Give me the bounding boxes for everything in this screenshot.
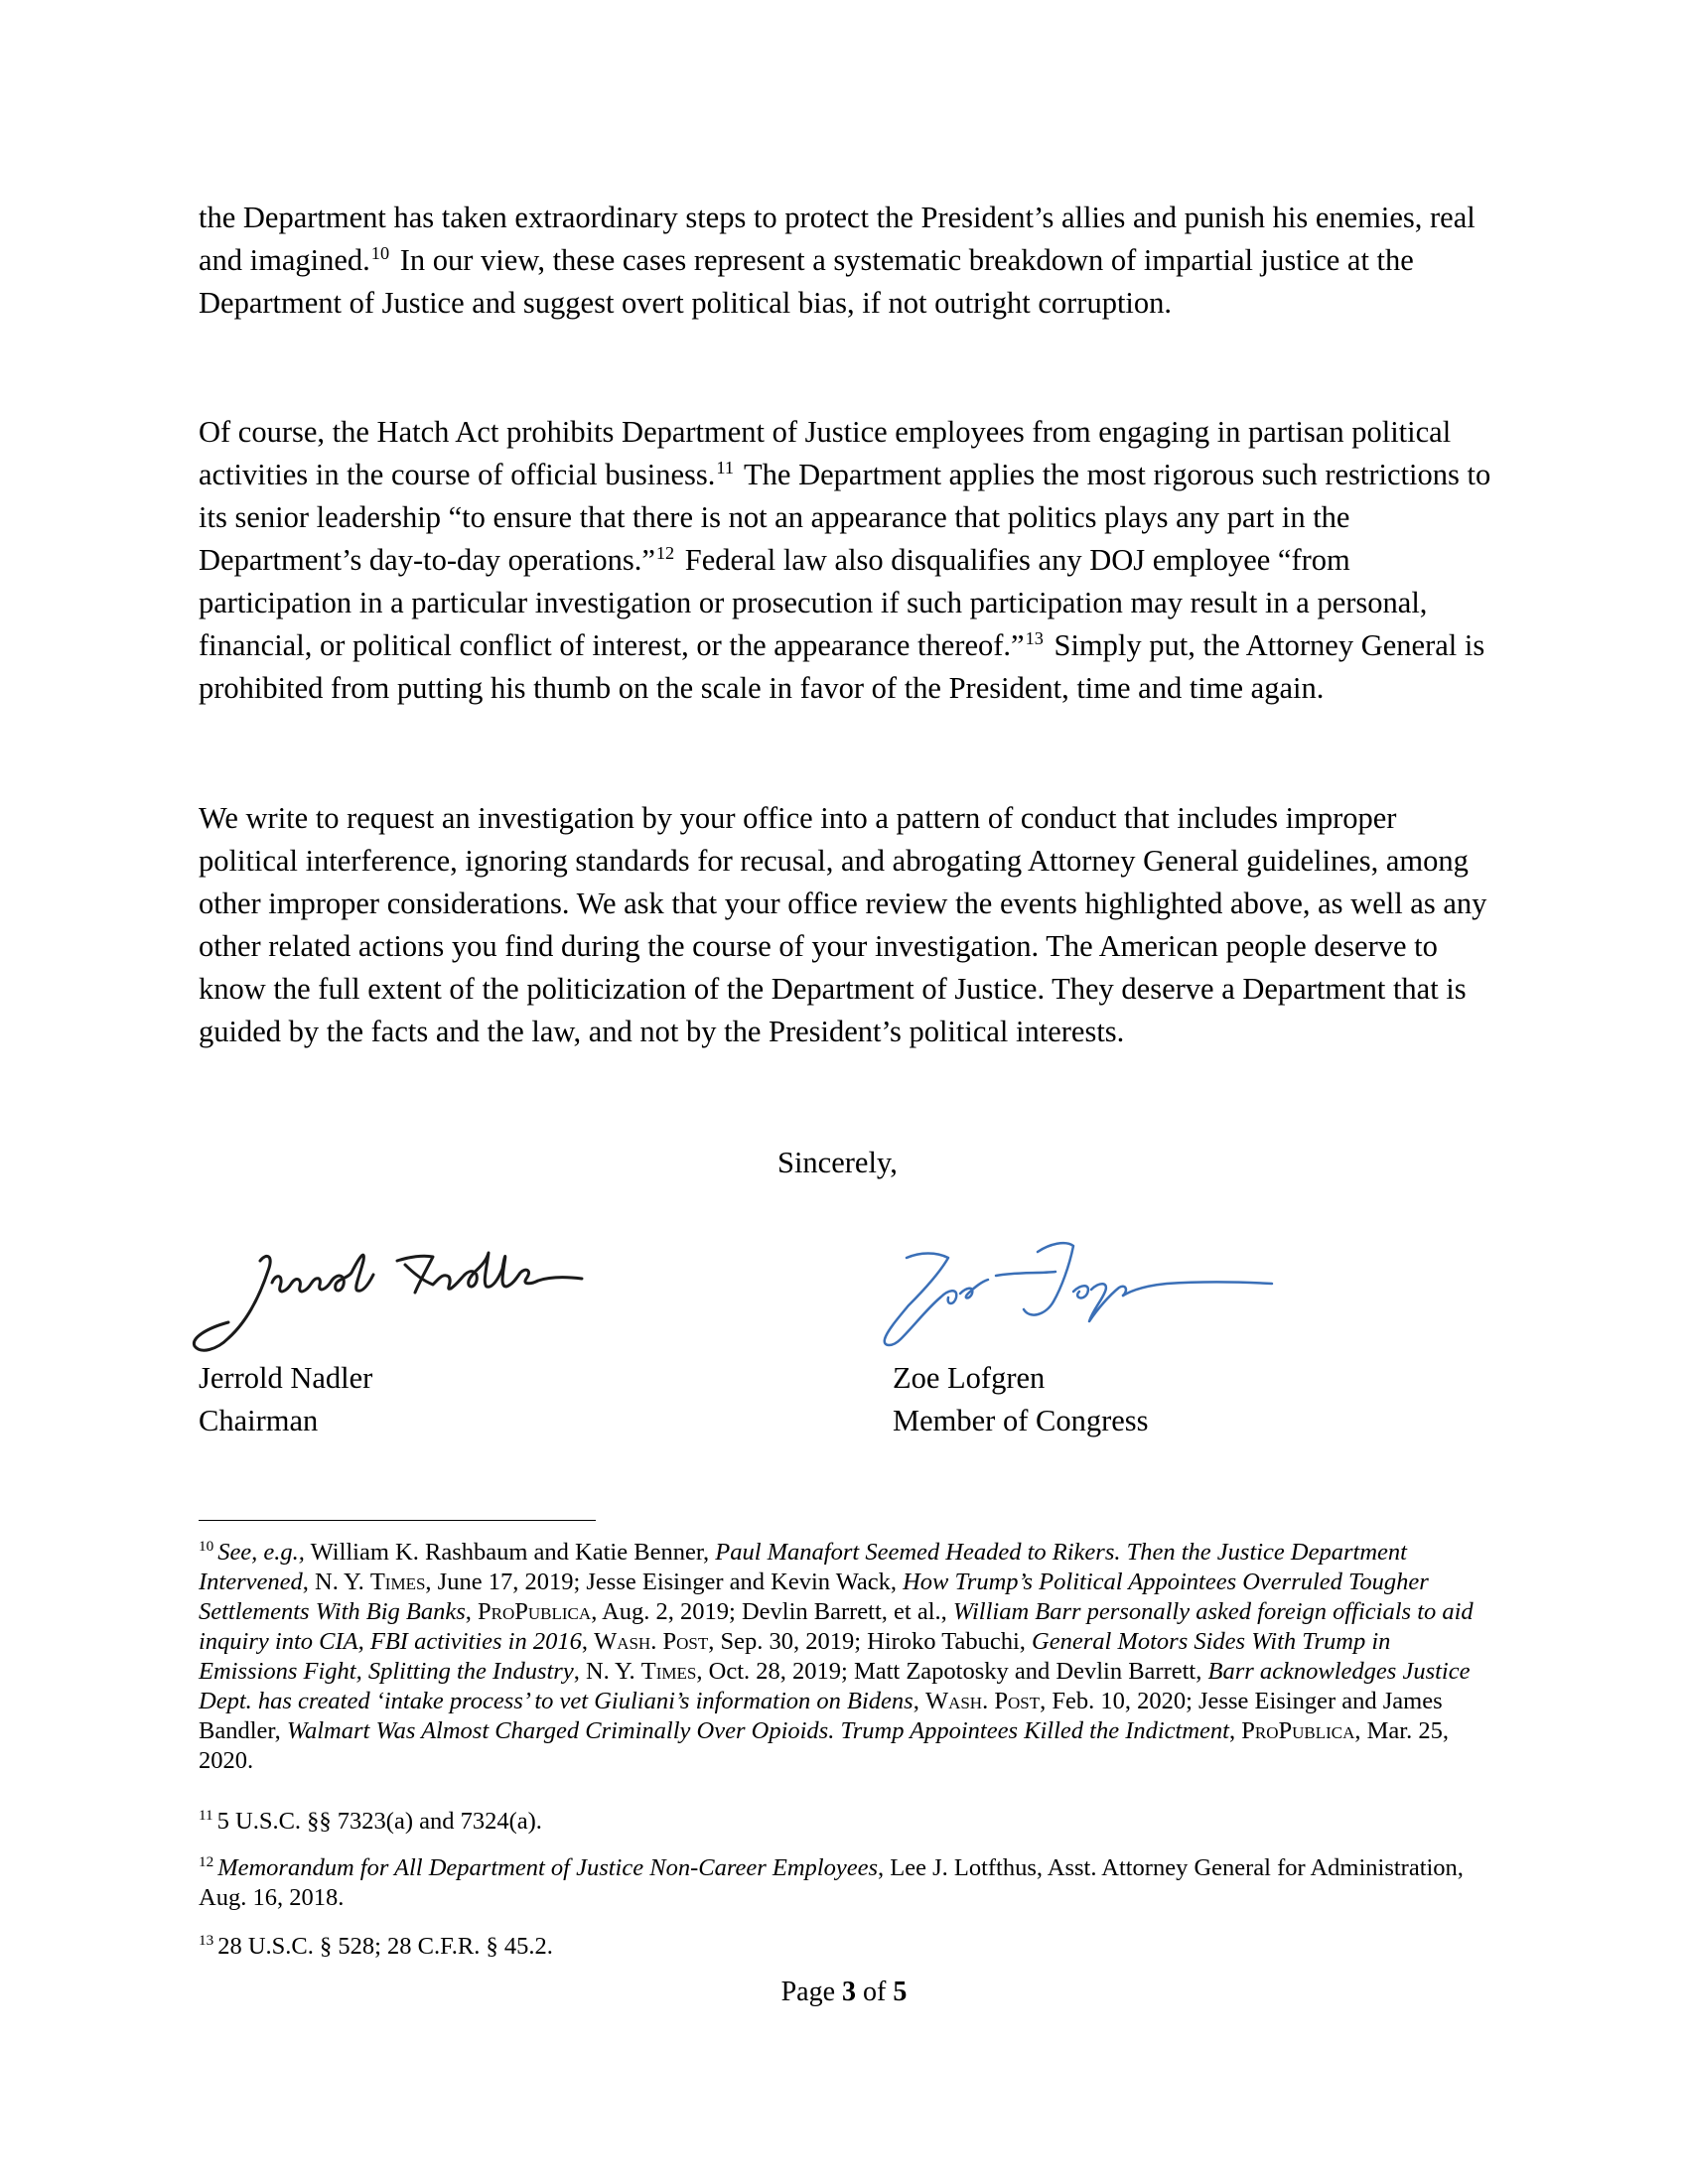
article-title: Barr acknowledges Justice Dept. has created ‘intake process’ to vet Giuliani’s information on Bidens [199,1658,1471,1714]
signature-lofgren [879,1236,1276,1355]
article-title: General Motors Sides With Trump in Emissions Fight, Splitting the Industry [199,1628,1391,1685]
publication-name: ProPublica [478,1598,592,1625]
paragraph-1 [199,197,1494,325]
signer-name: Zoe Lofgren [893,1361,1046,1395]
footnote-text: , N. Y. [573,1658,641,1685]
current-page: 3 [842,1977,857,2007]
footnote-number: 12 [199,1852,214,1870]
closing-salutation: Sincerely, [777,1146,898,1179]
signer-name: Jerrold Nadler [199,1361,373,1395]
footnote-text: , Sep. 30, 2019; Hiroko Tabuchi, [708,1628,1033,1655]
footnote-text: , [581,1628,595,1655]
paragraph-text: In our view, these cases represent a systematic breakdown of impartial justice at the Department of Justice and suggest overt political bias, if not outright corruption. [199,243,1414,320]
footnote-text: , Oct. 28, 2019; Matt Zapotosky and Devlin Barrett, [696,1658,1208,1685]
signer-title: Member of Congress [893,1404,1149,1437]
article-title: Walmart Was Almost Charged Criminally Over Opioids. Trump Appointees Killed the Indictment [286,1717,1229,1744]
signer-block [893,1357,1149,1442]
footnote-text: , Aug. 2, 2019; Devlin Barrett, et al., [591,1598,953,1625]
footnote-12 [199,1853,1494,1913]
footnote-number: 13 [199,1931,214,1949]
article-title: Paul Manafort Seemed Headed to Rikers. Then the Justice Department Intervened [199,1539,1407,1595]
publication-name: Wash. Post [594,1628,709,1655]
publication-name: Wash. Post [924,1688,1041,1714]
footnote-ref-11[interactable]: 11 [716,457,734,478]
paragraph-text: We write to request an investigation by your office into a pattern of conduct that includes improper political interference, ignoring standards for recusal, and abrogating Attorney General guidelines, among other improper considerations. We ask that your office review the events highlighted above, as well as any other related actions you find during the course of your investigation. The American people deserve to know the full extent of the politicization of the Department of Justice. They deserve a Department that is guided by the facts and the law, and not by the President’s political interests. [199,801,1487,1048]
footnote-text: , [465,1598,479,1625]
footnote-text: , Lee J. Lotfthus, Asst. Attorney General for Administration, Aug. 16, 2018. [199,1854,1464,1911]
paragraph-text: Simply put, the Attorney General is prohibited from putting his thumb on the scale in favor of the President, time and time again. [199,628,1485,705]
citation-signal: See, e.g., [217,1539,305,1566]
footnote-number: 10 [199,1537,214,1555]
footnote-text: William K. Rashbaum and Katie Benner, [304,1539,716,1566]
footnote-text: , Feb. 10, 2020; Jesse Eisinger and James Bandler, [199,1688,1443,1744]
paragraph-3 [199,797,1494,1053]
footnote-number: 11 [199,1806,213,1824]
signer-block [199,1357,372,1442]
publication-name: Times [640,1658,697,1685]
publication-name: Times [369,1569,426,1595]
footnote-text: , N. Y. [302,1569,370,1595]
footnote-text: , June 17, 2019; Jesse Eisinger and Kevin Wack, [425,1569,904,1595]
signer-title: Chairman [199,1404,319,1437]
paragraph-text: the Department has taken extraordinary steps to protect the President’s allies and punish his enemies, real and imagined. [199,201,1476,277]
paragraph-2 [199,411,1494,710]
footnote-text: 28 U.S.C. § 528; 28 C.F.R. § 45.2. [217,1933,553,1960]
footnote-text: , [913,1688,925,1714]
footnote-text: , [1228,1717,1242,1744]
footnote-10 [199,1538,1494,1776]
page-label: of [856,1977,894,2007]
footnote-text: , Mar. 25, 2020. [199,1717,1449,1774]
footnote-11 [199,1807,1494,1837]
footnote-text: 5 U.S.C. §§ 7323(a) and 7324(a). [216,1808,542,1835]
footnote-ref-12[interactable]: 12 [655,542,675,563]
signature-nadler [189,1243,586,1362]
page-label: Page [780,1977,843,2007]
footnote-divider [199,1520,596,1521]
publication-name: ProPublica [1241,1717,1355,1744]
paragraph-text: Of course, the Hatch Act prohibits Department of Justice employees from engaging in partisan political activities in the course of official business. [199,415,1452,491]
article-title: William Barr personally asked foreign officials to aid inquiry into CIA, FBI activities in 2016 [199,1598,1474,1655]
page-number [0,1975,1688,2010]
paragraph-text: The Department applies the most rigorous such restrictions to its senior leadership “to ensure that there is not an appearance that politics plays any part in the Department’s day-to-day operations.” [199,458,1491,577]
article-title: How Trump’s Political Appointees Overruled Tougher Settlements With Big Banks [199,1569,1429,1625]
document-title: Memorandum for All Department of Justice Non-Career Employees [217,1854,878,1881]
paragraph-text: Federal law also disqualifies any DOJ employee “from participation in a particular investigation or prosecution if such participation may result in a personal, financial, or political conflict of interest, or the appearance thereof.” [199,543,1428,662]
footnote-ref-13[interactable]: 13 [1025,627,1044,648]
footnote-ref-10[interactable]: 10 [370,242,390,263]
total-pages: 5 [893,1977,908,2007]
footnote-13 [199,1932,1494,1962]
